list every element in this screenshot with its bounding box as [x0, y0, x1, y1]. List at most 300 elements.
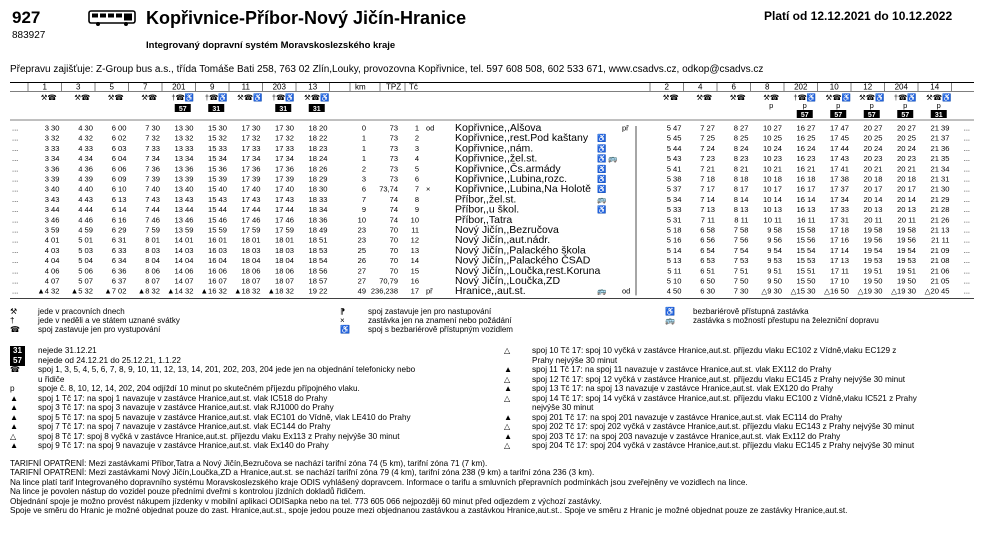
departure-time: 9 58 — [767, 225, 782, 235]
departure-time: 17 34 — [829, 194, 849, 204]
departure-time: 13 59 — [174, 225, 194, 235]
stop-index: 15 — [410, 266, 419, 276]
line-code: 883927 — [12, 30, 46, 41]
departure-time: 3 36 — [44, 164, 60, 174]
departure-time: 3 46 — [44, 215, 60, 225]
col-km: km — [355, 82, 366, 92]
placeholder-dots: ... — [12, 194, 19, 204]
footnote-text: spoj 204 Tč 17: spoj 204 vyčká v zastávce Hranice,aut.st. příjezdu vlaku EC145 z Prahy nejvýše 30 minut — [532, 441, 915, 450]
trip-symbols-left: ⚒☎♿ — [237, 93, 263, 102]
departure-time: 6 10 — [111, 184, 127, 194]
departure-time: 18 34 — [308, 205, 328, 215]
legend-item — [10, 316, 180, 325]
placeholder-dots: ... — [963, 184, 970, 194]
departure-time: 5 34 — [666, 194, 682, 204]
departure-time: 16 04 — [207, 256, 227, 266]
stop-name: Kopřivnice,,rest.Pod kaštany — [455, 132, 589, 145]
validity-period: Platí od 12.12.2021 do 10.12.2022 — [764, 9, 953, 23]
departure-time: 15 53 — [796, 256, 816, 266]
departure-time: 7 25 — [700, 133, 715, 143]
legend-text: bezbariérově přístupná zastávka — [693, 307, 809, 316]
tariff-note-line: TARIFNÍ OPATŘENÍ: Mezi zastávkami Příbor,Tatra a Nový Jičín,Bezručova se nachází tarifní zóna 74 (5 km), tarifní zóna 71 (7 km). — [10, 459, 488, 468]
stop-index: 10 — [410, 215, 419, 225]
departure-time: 8 27 — [733, 123, 749, 133]
departure-time: 4 06 — [44, 266, 60, 276]
departure-time: 17 33 — [274, 143, 294, 153]
stop-km: 49 — [357, 286, 366, 296]
departure-time: 6 04 — [111, 154, 127, 164]
footnote — [10, 346, 97, 356]
footnote-text: spoj 203 Tč 17: na spoj 203 navazuje v zastávce Hranice,aut.st. vlak Ex112 do Prahy — [532, 431, 841, 441]
footnote — [504, 356, 617, 365]
departure-time: 4 50 — [666, 286, 682, 296]
departure-time: 20 24 — [863, 143, 883, 153]
legend — [10, 307, 974, 345]
legend-symbol: ♿ — [665, 307, 675, 316]
departure-time: 5 11 — [667, 266, 682, 276]
stop-km: 7 — [361, 194, 366, 204]
departure-time: 6 02 — [111, 133, 127, 143]
trip-symbols-right: ⚒☎ — [696, 93, 713, 102]
placeholder-dots: ... — [963, 225, 970, 235]
legend-text: spoj s bezbariérově přístupným vozidlem — [368, 325, 513, 334]
departure-time: 18 24 — [308, 154, 328, 164]
departure-time: 7 30 — [733, 286, 749, 296]
departure-time: 5 41 — [666, 164, 682, 174]
trip-symbols-left: ⚒☎ — [141, 93, 158, 102]
departure-time: 13 32 — [174, 133, 194, 143]
departure-time: 6 00 — [111, 123, 127, 133]
departure-time: 13 30 — [174, 123, 194, 133]
departure-time: 15 58 — [796, 225, 816, 235]
departure-time: 19 53 — [863, 256, 883, 266]
placeholder-dots: ... — [12, 143, 19, 153]
placeholder-dots: ... — [963, 143, 970, 153]
departure-time: 4 01 — [44, 235, 60, 245]
departure-time: 6 29 — [111, 225, 127, 235]
placeholder-dots: ... — [963, 235, 970, 245]
departure-time: 13 44 — [174, 205, 194, 215]
stop-km: 25 — [357, 245, 366, 255]
date-badge-text: 31 — [312, 105, 321, 113]
placeholder-dots: ... — [12, 225, 19, 235]
stop-index: 12 — [410, 235, 419, 245]
departure-time: 6 31 — [111, 235, 127, 245]
departure-time: 4 04 — [44, 256, 60, 266]
departure-time: 17 44 — [274, 205, 294, 215]
departure-time: 20 18 — [896, 174, 916, 184]
stop-symbol: ♿ — [597, 164, 607, 174]
departure-time: 18 03 — [274, 245, 294, 255]
footnote-symbol — [10, 356, 38, 366]
departure-time: 9 51 — [767, 266, 782, 276]
departure-time: 4 34 — [78, 154, 93, 164]
stop-index: 17 — [410, 286, 419, 296]
departure-time: 17 18 — [829, 225, 849, 235]
departure-time: 4 36 — [78, 164, 93, 174]
legend-item — [340, 325, 513, 334]
departure-time: 8 03 — [145, 245, 160, 255]
stop-index: 2 — [414, 133, 419, 143]
stop-km: 6 — [361, 184, 366, 194]
departure-time: 10 21 — [762, 164, 782, 174]
departure-time: 17 41 — [829, 164, 849, 174]
trip-number-left: 9 — [210, 82, 215, 92]
stop-km: 1 — [361, 133, 366, 143]
departure-time: 4 46 — [78, 215, 93, 225]
tariff-note-line: Objednání spoje je možno provést nákupem jízdenky v mobilní aplikaci ODISapka nebo na tel. 773 605 066 nejpozději 60 minut před odjezdem z výchozí zastávky. — [10, 496, 602, 506]
footnote — [504, 346, 896, 355]
stop-name: Hranice,,aut.st. — [455, 285, 526, 298]
departure-time: 15 39 — [207, 174, 227, 184]
departure-time: 7 40 — [145, 184, 160, 194]
stop-name: Kopřivnice,,Lubina,Na Holotě — [455, 183, 591, 196]
legend-text: zastávka s možností přestupu na železniční dopravu — [693, 316, 879, 325]
stop-name: Nový Jičín,,Palackého škola — [455, 244, 586, 257]
trip-symbols-left: †☎♿ — [271, 93, 295, 102]
footnote-symbol: △ — [504, 374, 511, 384]
trip-p-mark: p — [869, 101, 874, 110]
departure-time: 20 21 — [863, 164, 883, 174]
departure-time: 3 59 — [44, 225, 60, 235]
departure-time: 18 49 — [308, 225, 328, 235]
departure-time: 16 11 — [797, 215, 816, 225]
stop-zone: 74 — [389, 215, 398, 225]
departure-time: 18 06 — [274, 266, 294, 276]
footnote-symbol: p — [10, 384, 15, 393]
stop-symbol: ♿ — [597, 205, 607, 215]
departure-time: 18 33 — [308, 194, 328, 204]
legend-symbol: 🚌 — [665, 316, 675, 325]
stop-direction: od — [622, 286, 631, 296]
stop-zone: 73 — [389, 154, 398, 164]
stop-km: 3 — [361, 174, 366, 184]
stop-km: 0 — [361, 123, 366, 133]
departure-time: 18 06 — [241, 266, 261, 276]
departure-time: 4 30 — [78, 123, 93, 133]
departure-time: 10 18 — [762, 174, 782, 184]
trip-number-left: 13 — [308, 82, 318, 92]
departure-time: 17 59 — [241, 225, 261, 235]
departure-time: 6 51 — [700, 266, 715, 276]
departure-time: ▲18 32 — [267, 286, 294, 296]
departure-time: 17 32 — [241, 133, 261, 143]
stop-name: Kopřivnice,,Alšova — [455, 122, 542, 134]
departure-time: 17 33 — [241, 143, 261, 153]
trip-symbols-right: ⚒☎♿ — [859, 93, 885, 102]
date-badge-text: 57 — [800, 111, 809, 119]
footnote — [10, 413, 411, 422]
departure-time: 7 32 — [145, 133, 160, 143]
placeholder-dots: ... — [963, 215, 970, 225]
departure-time: 19 53 — [896, 256, 916, 266]
line-number: 927 — [12, 8, 41, 27]
footnote-symbol — [10, 346, 38, 356]
footnote — [10, 432, 399, 441]
departure-time: 7 33 — [145, 143, 160, 153]
departure-time: 20 11 — [864, 215, 883, 225]
placeholder-dots: ... — [963, 245, 970, 255]
placeholder-dots: ... — [963, 164, 970, 174]
trip-symbols-right: ⚒☎ — [763, 93, 780, 102]
departure-time: 6 06 — [111, 164, 127, 174]
departure-time: 3 30 — [44, 123, 60, 133]
departure-time: 19 51 — [896, 266, 916, 276]
footnote-symbol: ▲ — [504, 384, 513, 393]
departure-time: 19 54 — [896, 245, 916, 255]
stop-name: Kopřivnice,,nám. — [455, 142, 534, 155]
departure-time: 6 09 — [111, 174, 127, 184]
placeholder-dots: ... — [12, 256, 19, 266]
departure-time: ▲14 32 — [166, 286, 194, 296]
departure-time: 15 54 — [796, 245, 816, 255]
departure-time: 14 03 — [174, 245, 194, 255]
stop-zone: 73,74 — [379, 184, 398, 194]
departure-time: 6 14 — [111, 205, 127, 215]
departure-time: 21 37 — [930, 133, 950, 143]
placeholder-dots: ... — [963, 205, 970, 215]
trip-symbols-left: †☎♿ — [204, 93, 228, 102]
departure-time: 7 56 — [733, 235, 749, 245]
trip-p-mark: p — [836, 101, 841, 110]
departure-time: 4 33 — [78, 143, 93, 153]
stop-km: 10 — [357, 215, 366, 225]
departure-time: 6 50 — [700, 276, 715, 286]
stop-zone: 70,79 — [379, 276, 398, 286]
stop-symbol: 🚌 — [597, 286, 607, 296]
stop-name: Příbor,,žel.st. — [455, 193, 517, 206]
departure-time: 20 14 — [863, 194, 883, 204]
footnote-symbol: △ — [504, 393, 511, 403]
departure-time: 13 40 — [174, 184, 194, 194]
stop-km: 1 — [361, 154, 366, 164]
legend-item — [340, 316, 512, 325]
trip-number-left: 203 — [272, 82, 286, 92]
departure-time: 18 03 — [241, 245, 261, 255]
departure-time: 20 24 — [896, 143, 916, 153]
stop-direction: př — [622, 123, 629, 133]
departure-time: 17 32 — [274, 133, 294, 143]
departure-time: 7 18 — [700, 174, 715, 184]
departure-time: 4 07 — [44, 276, 60, 286]
trip-number-left: 11 — [241, 82, 250, 92]
departure-time: 3 40 — [44, 184, 60, 194]
departure-time: 16 06 — [207, 266, 227, 276]
departure-time: 18 51 — [308, 235, 328, 245]
departure-time: 13 46 — [174, 215, 194, 225]
trip-number-right: 10 — [829, 82, 839, 92]
stop-index: 9 — [414, 205, 419, 215]
departure-time: 8 13 — [733, 205, 749, 215]
departure-time: △20 45 — [924, 286, 950, 296]
departure-time: 16 07 — [207, 276, 227, 286]
departure-time: 8 23 — [733, 154, 749, 164]
footnote-text: u řidiče — [38, 374, 65, 384]
trip-p-mark: p — [802, 101, 807, 110]
trip-p-mark: p — [769, 101, 774, 110]
trip-symbols-left: ⚒☎ — [40, 93, 57, 102]
placeholder-dots: ... — [963, 123, 970, 133]
departure-time: 16 25 — [796, 133, 816, 143]
departure-time: 6 16 — [111, 215, 127, 225]
stop-index: 14 — [410, 256, 419, 266]
trip-number-right: 202 — [794, 82, 808, 92]
stop-km: 2 — [361, 164, 366, 174]
legend-symbol: ☎ — [10, 325, 20, 334]
footnote-symbol: ▲ — [504, 412, 513, 422]
legend-item — [340, 307, 491, 316]
footnote-text: spoj 202 Tč 17: spoj 202 vyčká v zastávce Hranice,aut.st. příjezdu vlaku EC143 z Prahy nejvýše 30 minut — [532, 422, 915, 431]
stop-zone: 73 — [389, 133, 398, 143]
departure-time: 7 14 — [700, 194, 715, 204]
trip-number-left: 201 — [172, 82, 186, 92]
departure-time: ▲8 32 — [137, 286, 160, 296]
placeholder-dots: ... — [12, 174, 19, 184]
departure-time: 18 26 — [308, 164, 328, 174]
departure-time: 10 11 — [763, 215, 782, 225]
departure-time: 21 08 — [930, 256, 950, 266]
departure-time: ▲18 32 — [233, 286, 261, 296]
stop-name: Kopřivnice,,Lubina,rozc. — [455, 173, 568, 185]
trip-symbols-right: ⚒☎ — [662, 93, 679, 102]
departure-time: 10 27 — [762, 123, 782, 133]
departure-time: 10 23 — [762, 154, 782, 164]
date-badge: 57 — [10, 356, 25, 366]
departure-time: 7 39 — [145, 174, 160, 184]
stop-km: 26 — [357, 256, 366, 266]
departure-time: 5 31 — [666, 215, 682, 225]
departure-time: 14 04 — [174, 256, 194, 266]
departure-time: 5 04 — [78, 256, 93, 266]
departure-time: 21 05 — [930, 276, 950, 286]
departure-time: 8 18 — [733, 174, 749, 184]
departure-time: 15 44 — [207, 205, 227, 215]
departure-time: 7 53 — [733, 256, 749, 266]
stop-km: 27 — [357, 266, 366, 276]
departure-time: 17 33 — [829, 205, 849, 215]
departure-time: 15 33 — [207, 143, 227, 153]
departure-time: 7 44 — [145, 205, 160, 215]
stop-name: Příbor,,u škol. — [455, 203, 520, 216]
footnote — [504, 432, 840, 441]
placeholder-dots: ... — [12, 235, 19, 245]
departure-time: 15 59 — [207, 225, 227, 235]
departure-time: 18 04 — [241, 256, 261, 266]
departure-time: 19 22 — [308, 286, 328, 296]
departure-time: 17 46 — [241, 215, 261, 225]
departure-time: 10 14 — [762, 194, 782, 204]
trip-symbols-left: ⚒☎♿ — [304, 93, 330, 102]
departure-time: 20 17 — [863, 184, 883, 194]
departure-time: 14 06 — [174, 266, 194, 276]
stop-index: 11 — [411, 225, 419, 235]
footnote-text: spoj 3 Tč 17: na spoj 3 navazuje v zastávce Hranice,aut.st. vlak RJ1000 do Prahy — [38, 403, 334, 412]
departure-time: 15 30 — [207, 123, 227, 133]
departure-time: 6 34 — [111, 256, 127, 266]
departure-time: 7 59 — [145, 225, 160, 235]
departure-time: 18 29 — [308, 174, 328, 184]
departure-time: 17 40 — [274, 184, 294, 194]
departure-time: ▲4 32 — [37, 286, 60, 296]
legend-item — [665, 307, 809, 316]
stop-symbol: ♿ — [597, 143, 607, 153]
departure-time: 17 31 — [829, 215, 849, 225]
stop-zone: 73 — [389, 143, 398, 153]
departure-time: 19 58 — [896, 225, 916, 235]
departure-time: 6 13 — [111, 194, 127, 204]
departure-time: 19 51 — [863, 266, 883, 276]
departure-time: 5 44 — [666, 143, 682, 153]
departure-time: 7 23 — [700, 154, 715, 164]
departure-time: 17 16 — [829, 235, 849, 245]
tariff-note-line: Spoje ve směru do Hranic je možné objednat pouze do zast. Hranice,aut.st., spoje jedou pouze mezi objednanou zastávkou a zastávkou Hranice,aut.st.. Spoje ve směru z Hranic je možné objednat pouze ze zastávky Hranice,aut.st. — [10, 506, 848, 516]
departure-time: 7 17 — [700, 184, 715, 194]
legend-text: spoj zastavuje jen pro vystupování — [38, 325, 161, 334]
departure-time: 17 39 — [274, 174, 294, 184]
departure-time: 17 44 — [241, 205, 261, 215]
departure-time: 5 06 — [78, 266, 93, 276]
footnote-symbol: ▲ — [10, 393, 19, 403]
stop-name: Nový Jičín,,Loučka,ZD — [455, 275, 561, 287]
legend-item — [665, 316, 879, 325]
departure-time: 7 54 — [733, 245, 749, 255]
footnote-symbol: ▲ — [10, 403, 19, 412]
footnote-text: spoj 14 Tč 17: spoj 14 vyčká v zastávce Hranice,aut.st. příjezdu vlaku EC100 z Vídně,vlaku IC521 z Prahy — [532, 393, 917, 403]
trip-number-right: 6 — [731, 82, 736, 92]
departure-time: 10 17 — [762, 184, 782, 194]
stop-km: 23 — [357, 235, 366, 245]
departure-time: 20 25 — [863, 133, 883, 143]
departure-time: 7 21 — [700, 164, 715, 174]
date-badge-text: 57 — [178, 105, 187, 113]
departure-time: ▲5 32 — [70, 286, 93, 296]
tariff-notes — [10, 459, 974, 515]
departure-time: △16 50 — [824, 286, 849, 296]
departure-time: 8 24 — [733, 143, 749, 153]
departure-time: 9 53 — [767, 256, 782, 266]
departure-time: 3 32 — [44, 133, 60, 143]
legend-symbol: × — [340, 316, 345, 325]
departure-time: 18 20 — [308, 123, 328, 133]
stop-index: 4 — [414, 154, 419, 164]
departure-time: 18 56 — [308, 266, 328, 276]
stop-zone: 73 — [389, 164, 398, 174]
departure-time: 5 38 — [666, 174, 682, 184]
departure-time: 19 56 — [863, 235, 883, 245]
departure-time: 8 17 — [733, 184, 749, 194]
departure-time: 16 13 — [796, 205, 816, 215]
departure-time: 17 38 — [829, 174, 849, 184]
trip-p-mark: p — [903, 101, 908, 110]
departure-time: 20 27 — [896, 123, 916, 133]
departure-time: 7 58 — [733, 225, 749, 235]
departure-time: 13 36 — [174, 164, 194, 174]
placeholder-dots: ... — [963, 276, 970, 286]
departure-time: 5 33 — [666, 205, 682, 215]
stop-zone: 70 — [389, 235, 398, 245]
trip-number-left: 7 — [143, 82, 148, 92]
departure-time: 7 43 — [145, 194, 160, 204]
departure-time: 21 39 — [930, 123, 950, 133]
departure-time: 5 01 — [78, 235, 93, 245]
placeholder-dots: ... — [963, 286, 970, 296]
departure-time: 18 53 — [308, 245, 328, 255]
stop-zone: 73 — [389, 123, 398, 133]
stop-zone: 236,238 — [370, 286, 398, 296]
footnote — [504, 441, 914, 450]
date-badge-text: 57 — [834, 111, 843, 119]
trip-p-mark: p — [936, 101, 941, 110]
